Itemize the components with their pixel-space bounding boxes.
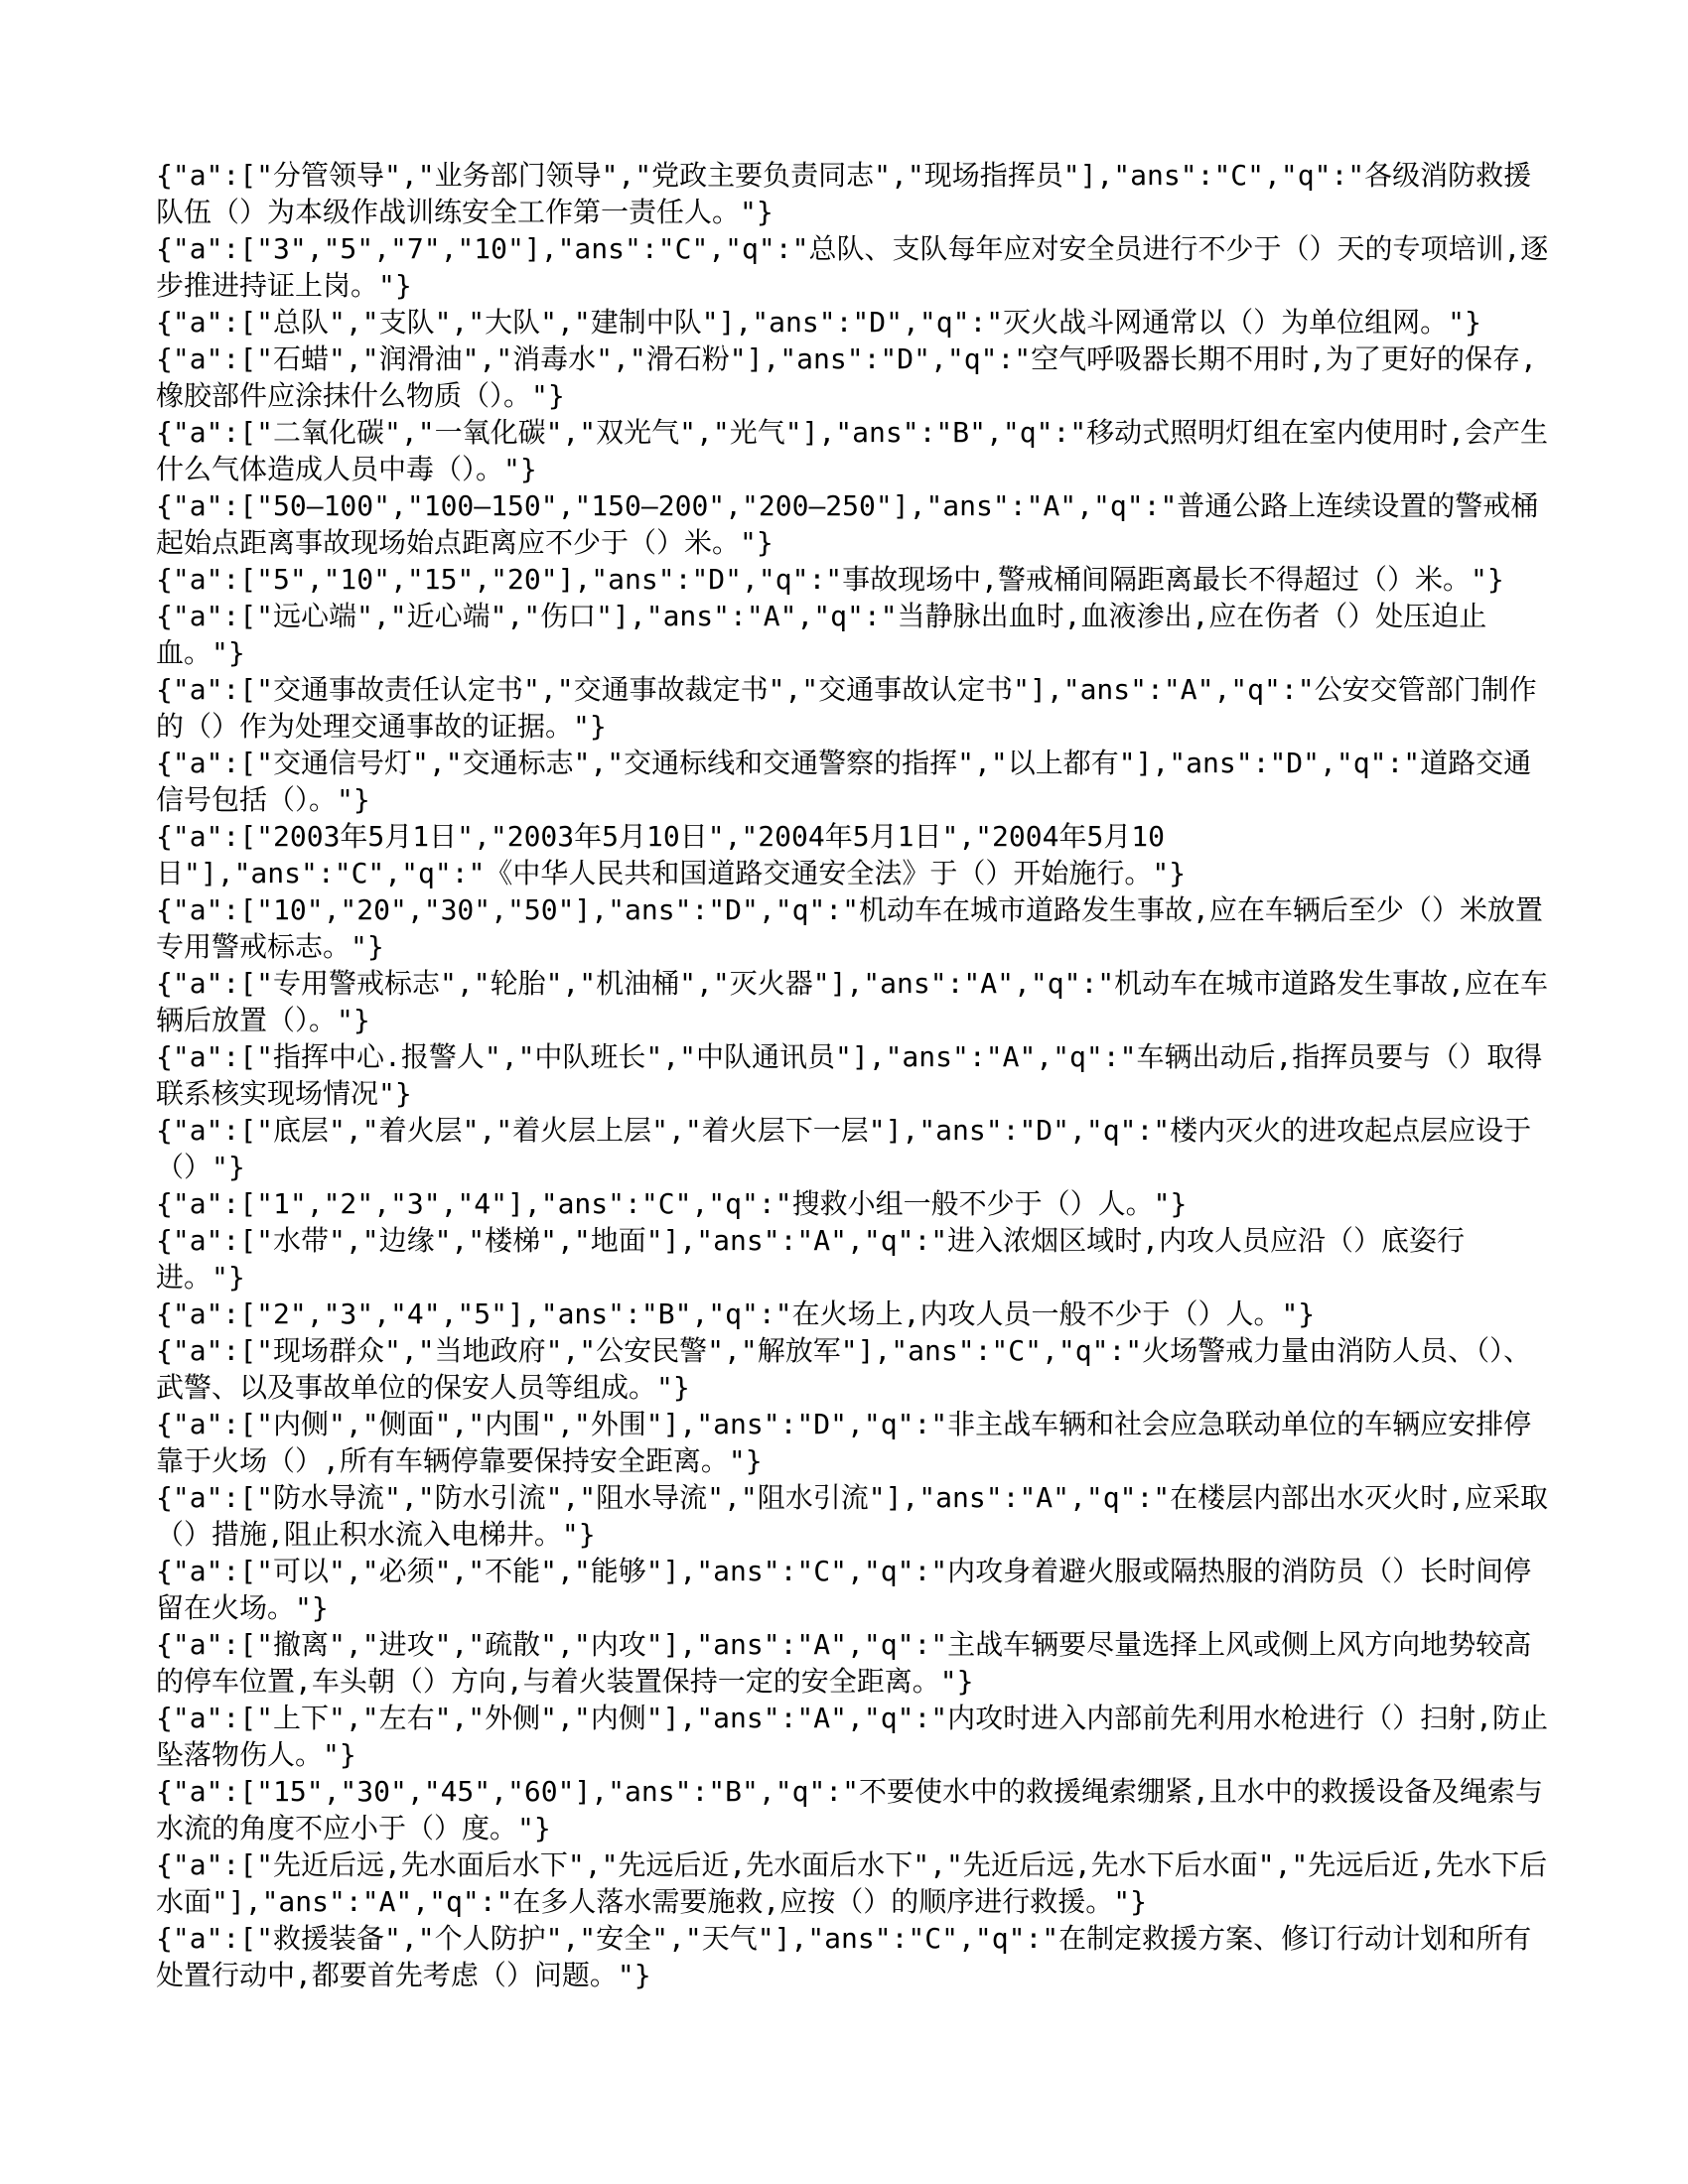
jsonl-record: {"a":["上下","左右","外侧","内侧"],"ans":"A","q":"内攻时进入内部前先利用水枪进行（）扫射,防止坠落物伤人。"}	[156, 1702, 1549, 1771]
jsonl-record: {"a":["3","5","7","10"],"ans":"C","q":"总队、支队每年应对安全员进行不少于（）天的专项培训,逐步推进持证上岗。"}	[156, 232, 1549, 302]
jsonl-record: {"a":["远心端","近心端","伤口"],"ans":"A","q":"当静脉出血时,血液渗出,应在伤者（）处压迫止血。"}	[156, 600, 1487, 669]
jsonl-record: {"a":["交通事故责任认定书","交通事故裁定书","交通事故认定书"],"ans":"A","q":"公安交管部门制作的（）作为处理交通事故的证据。"}	[156, 673, 1537, 743]
jsonl-record: {"a":["救援装备","个人防护","安全","天气"],"ans":"C","q":"在制定救援方案、修订行动计划和所有处置行动中,都要首先考虑（）问题。"}	[156, 1922, 1532, 1991]
jsonl-record: {"a":["15","30","45","60"],"ans":"B","q":"不要使水中的救援绳索绷紧,且水中的救援设备及绳索与水流的角度不应小于（）度。"}	[156, 1775, 1543, 1844]
jsonl-record: {"a":["50—100","100—150","150—200","200—250"],"ans":"A","q":"普通公路上连续设置的警戒桶起始点距离事故现场始点距离应不少于（）米。"}	[156, 489, 1539, 559]
jsonl-record: {"a":["专用警戒标志","轮胎","机油桶","灭火器"],"ans":"A","q":"机动车在城市道路发生事故,应在车辆后放置（）。"}	[156, 967, 1549, 1036]
jsonl-record: {"a":["2003年5月1日","2003年5月10日","2004年5月1日","2004年5月10日"],"ans":"C","q":"《中华人民共和国道路交通安全法》于（）开始施行。"}	[156, 820, 1187, 889]
jsonl-record: {"a":["可以","必须","不能","能够"],"ans":"C","q":"内攻身着避火服或隔热服的消防员（）长时间停留在火场。"}	[156, 1555, 1532, 1624]
jsonl-record: {"a":["1","2","3","4"],"ans":"C","q":"搜救小组一般不少于（）人。"}	[156, 1187, 1188, 1220]
jsonl-record: {"a":["底层","着火层","着火层上层","着火层下一层"],"ans":"D","q":"楼内灭火的进攻起点层应设于（）"}	[156, 1114, 1532, 1183]
jsonl-record: {"a":["交通信号灯","交通标志","交通标线和交通警察的指挥","以上都有"],"ans":"D","q":"道路交通信号包括（）。"}	[156, 747, 1532, 816]
jsonl-record: {"a":["分管领导","业务部门领导","党政主要负责同志","现场指挥员"],"ans":"C","q":"各级消防救援队伍（）为本级作战训练安全工作第一责任人。"}	[156, 159, 1532, 228]
jsonl-record: {"a":["指挥中心.报警人","中队班长","中队通讯员"],"ans":"A","q":"车辆出动后,指挥员要与（）取得联系核实现场情况"}	[156, 1040, 1543, 1110]
jsonl-record: {"a":["2","3","4","5"],"ans":"B","q":"在火场上,内攻人员一般不少于（）人。"}	[156, 1297, 1316, 1330]
jsonl-record: {"a":["水带","边缘","楼梯","地面"],"ans":"A","q":"进入浓烟区域时,内攻人员应沿（）底姿行进。"}	[156, 1224, 1466, 1294]
jsonl-record: {"a":["先近后远,先水面后水下","先远后近,先水面后水下","先近后远,先水下后水面","先远后近,先水下后水面"],"ans":"A","q":"在多人落水需要施救,应按（）的顺序进行救援。"}	[156, 1848, 1548, 1918]
jsonl-record: {"a":["二氧化碳","一氧化碳","双光气","光气"],"ans":"B","q":"移动式照明灯组在室内使用时,会产生什么气体造成人员中毒（）。"}	[156, 416, 1549, 485]
jsonl-record: {"a":["内侧","侧面","内围","外围"],"ans":"D","q":"非主战车辆和社会应急联动单位的车辆应安排停靠于火场（）,所有车辆停靠要保持安全距离。"}	[156, 1408, 1532, 1477]
jsonl-record: {"a":["总队","支队","大队","建制中队"],"ans":"D","q":"灭火战斗网通常以（）为单位组网。"}	[156, 306, 1481, 339]
jsonl-record: {"a":["撤离","进攻","疏散","内攻"],"ans":"A","q":"主战车辆要尽量选择上风或侧上风方向地势较高的停车位置,车头朝（）方向,与着火装置保持一定的安全距离。"}	[156, 1628, 1532, 1698]
jsonl-record: {"a":["现场群众","当地政府","公安民警","解放军"],"ans":"C","q":"火场警戒力量由消防人员、（）、武警、以及事故单位的保安人员等组成。"}	[156, 1334, 1532, 1404]
jsonl-record: {"a":["10","20","30","50"],"ans":"D","q":"机动车在城市道路发生事故,应在车辆后至少（）米放置专用警戒标志。"}	[156, 893, 1543, 963]
jsonl-record: {"a":["防水导流","防水引流","阻水导流","阻水引流"],"ans":"A","q":"在楼层内部出水灭火时,应采取（）措施,阻止积水流入电梯井。"}	[156, 1481, 1549, 1551]
jsonl-record: {"a":["5","10","15","20"],"ans":"D","q":"事故现场中,警戒桶间隔距离最长不得超过（）米。"}	[156, 563, 1504, 596]
jsonl-record: {"a":["石蜡","润滑油","消毒水","滑石粉"],"ans":"D","q":"空气呼吸器长期不用时,为了更好的保存,橡胶部件应涂抹什么物质（）。"}	[156, 342, 1537, 412]
